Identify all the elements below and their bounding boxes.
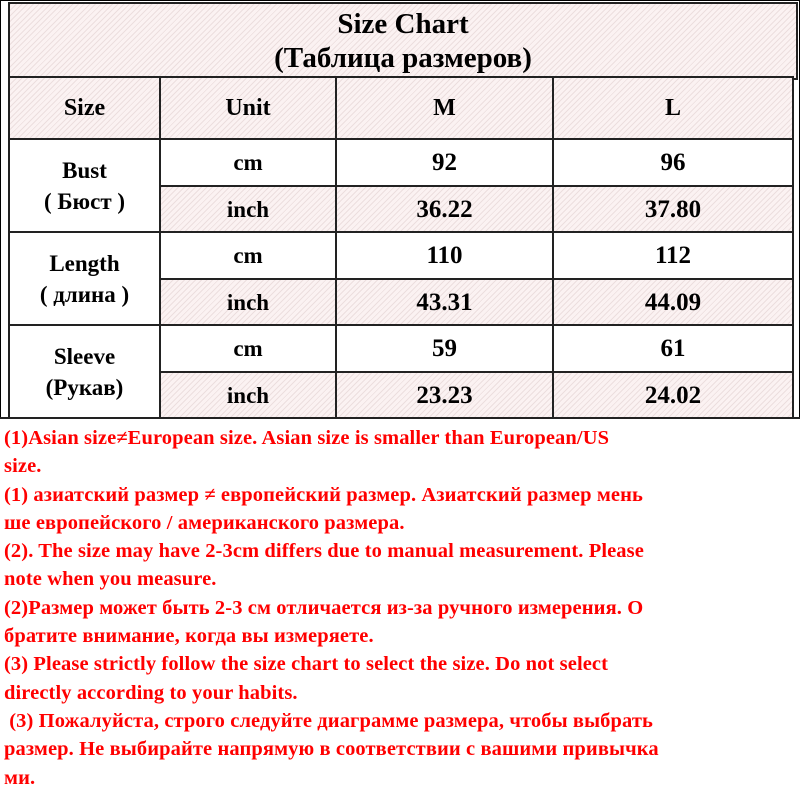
length-label-en: Length bbox=[49, 250, 120, 276]
note-line: (3) Пожалуйста, строго следуйте диаграмме размера, чтобы выбрать bbox=[4, 709, 653, 732]
length-label-ru: ( длина ) bbox=[39, 281, 130, 307]
row-sleeve-label bbox=[8, 324, 161, 419]
header-size: Size bbox=[8, 76, 161, 140]
page-subtitle: (Таблица размеров) bbox=[274, 42, 532, 74]
bust-cm-l: 96 bbox=[552, 138, 794, 187]
header-unit: Unit bbox=[159, 76, 337, 140]
note-line: ми. bbox=[4, 766, 36, 789]
length-inch-l: 44.09 bbox=[552, 278, 794, 326]
note-line: size. bbox=[4, 455, 42, 478]
length-cm-l: 112 bbox=[552, 231, 794, 280]
bust-unit-cm: cm bbox=[159, 138, 337, 187]
page-title: Size Chart bbox=[337, 8, 469, 40]
row-length-label bbox=[8, 231, 161, 326]
length-cm-m: 110 bbox=[335, 231, 554, 280]
note-line: ше европейского / американского размера. bbox=[4, 511, 405, 534]
notes-section bbox=[0, 417, 800, 800]
bust-unit-inch: inch bbox=[159, 185, 337, 233]
sleeve-unit-cm: cm bbox=[159, 324, 337, 373]
note-line: (2). The size may have 2-3cm differs due to manual measurement. Please bbox=[4, 540, 644, 563]
length-unit-cm: cm bbox=[159, 231, 337, 280]
length-unit-inch: inch bbox=[159, 278, 337, 326]
bust-label-ru: ( Бюст ) bbox=[43, 188, 126, 214]
sleeve-label-ru: (Рукав) bbox=[45, 374, 124, 400]
row-bust-label bbox=[8, 138, 161, 233]
note-line: note when you measure. bbox=[4, 568, 217, 591]
sleeve-label-en: Sleeve bbox=[53, 343, 116, 369]
note-line: (1) азиатский размер ≠ европейский размер. Азиатский размер мень bbox=[4, 483, 643, 506]
header-l: L bbox=[552, 76, 794, 140]
header-m: M bbox=[335, 76, 554, 140]
bust-cm-m: 92 bbox=[335, 138, 554, 187]
sleeve-unit-inch: inch bbox=[159, 371, 337, 419]
bust-label-en: Bust bbox=[62, 157, 107, 183]
bust-inch-m: 36.22 bbox=[335, 185, 554, 233]
note-line: братите внимание, когда вы измеряете. bbox=[4, 625, 374, 648]
note-line: размер. Не выбирайте напрямую в соответствии с вашими привычка bbox=[4, 738, 659, 761]
note-line: (1)Asian size≠European size. Asian size is smaller than European/US bbox=[4, 427, 610, 449]
note-line: (3) Please strictly follow the size chart to select the size. Do not select bbox=[4, 653, 609, 676]
title-box bbox=[8, 2, 798, 80]
length-inch-m: 43.31 bbox=[335, 278, 554, 326]
sleeve-cm-m: 59 bbox=[335, 324, 554, 373]
sleeve-inch-l: 24.02 bbox=[552, 371, 794, 419]
sleeve-cm-l: 61 bbox=[552, 324, 794, 373]
sleeve-inch-m: 23.23 bbox=[335, 371, 554, 419]
bust-inch-l: 37.80 bbox=[552, 185, 794, 233]
note-line: directly according to your habits. bbox=[4, 681, 298, 704]
note-line: (2)Размер может быть 2-3 см отличается из-за ручного измерения. О bbox=[4, 596, 644, 619]
